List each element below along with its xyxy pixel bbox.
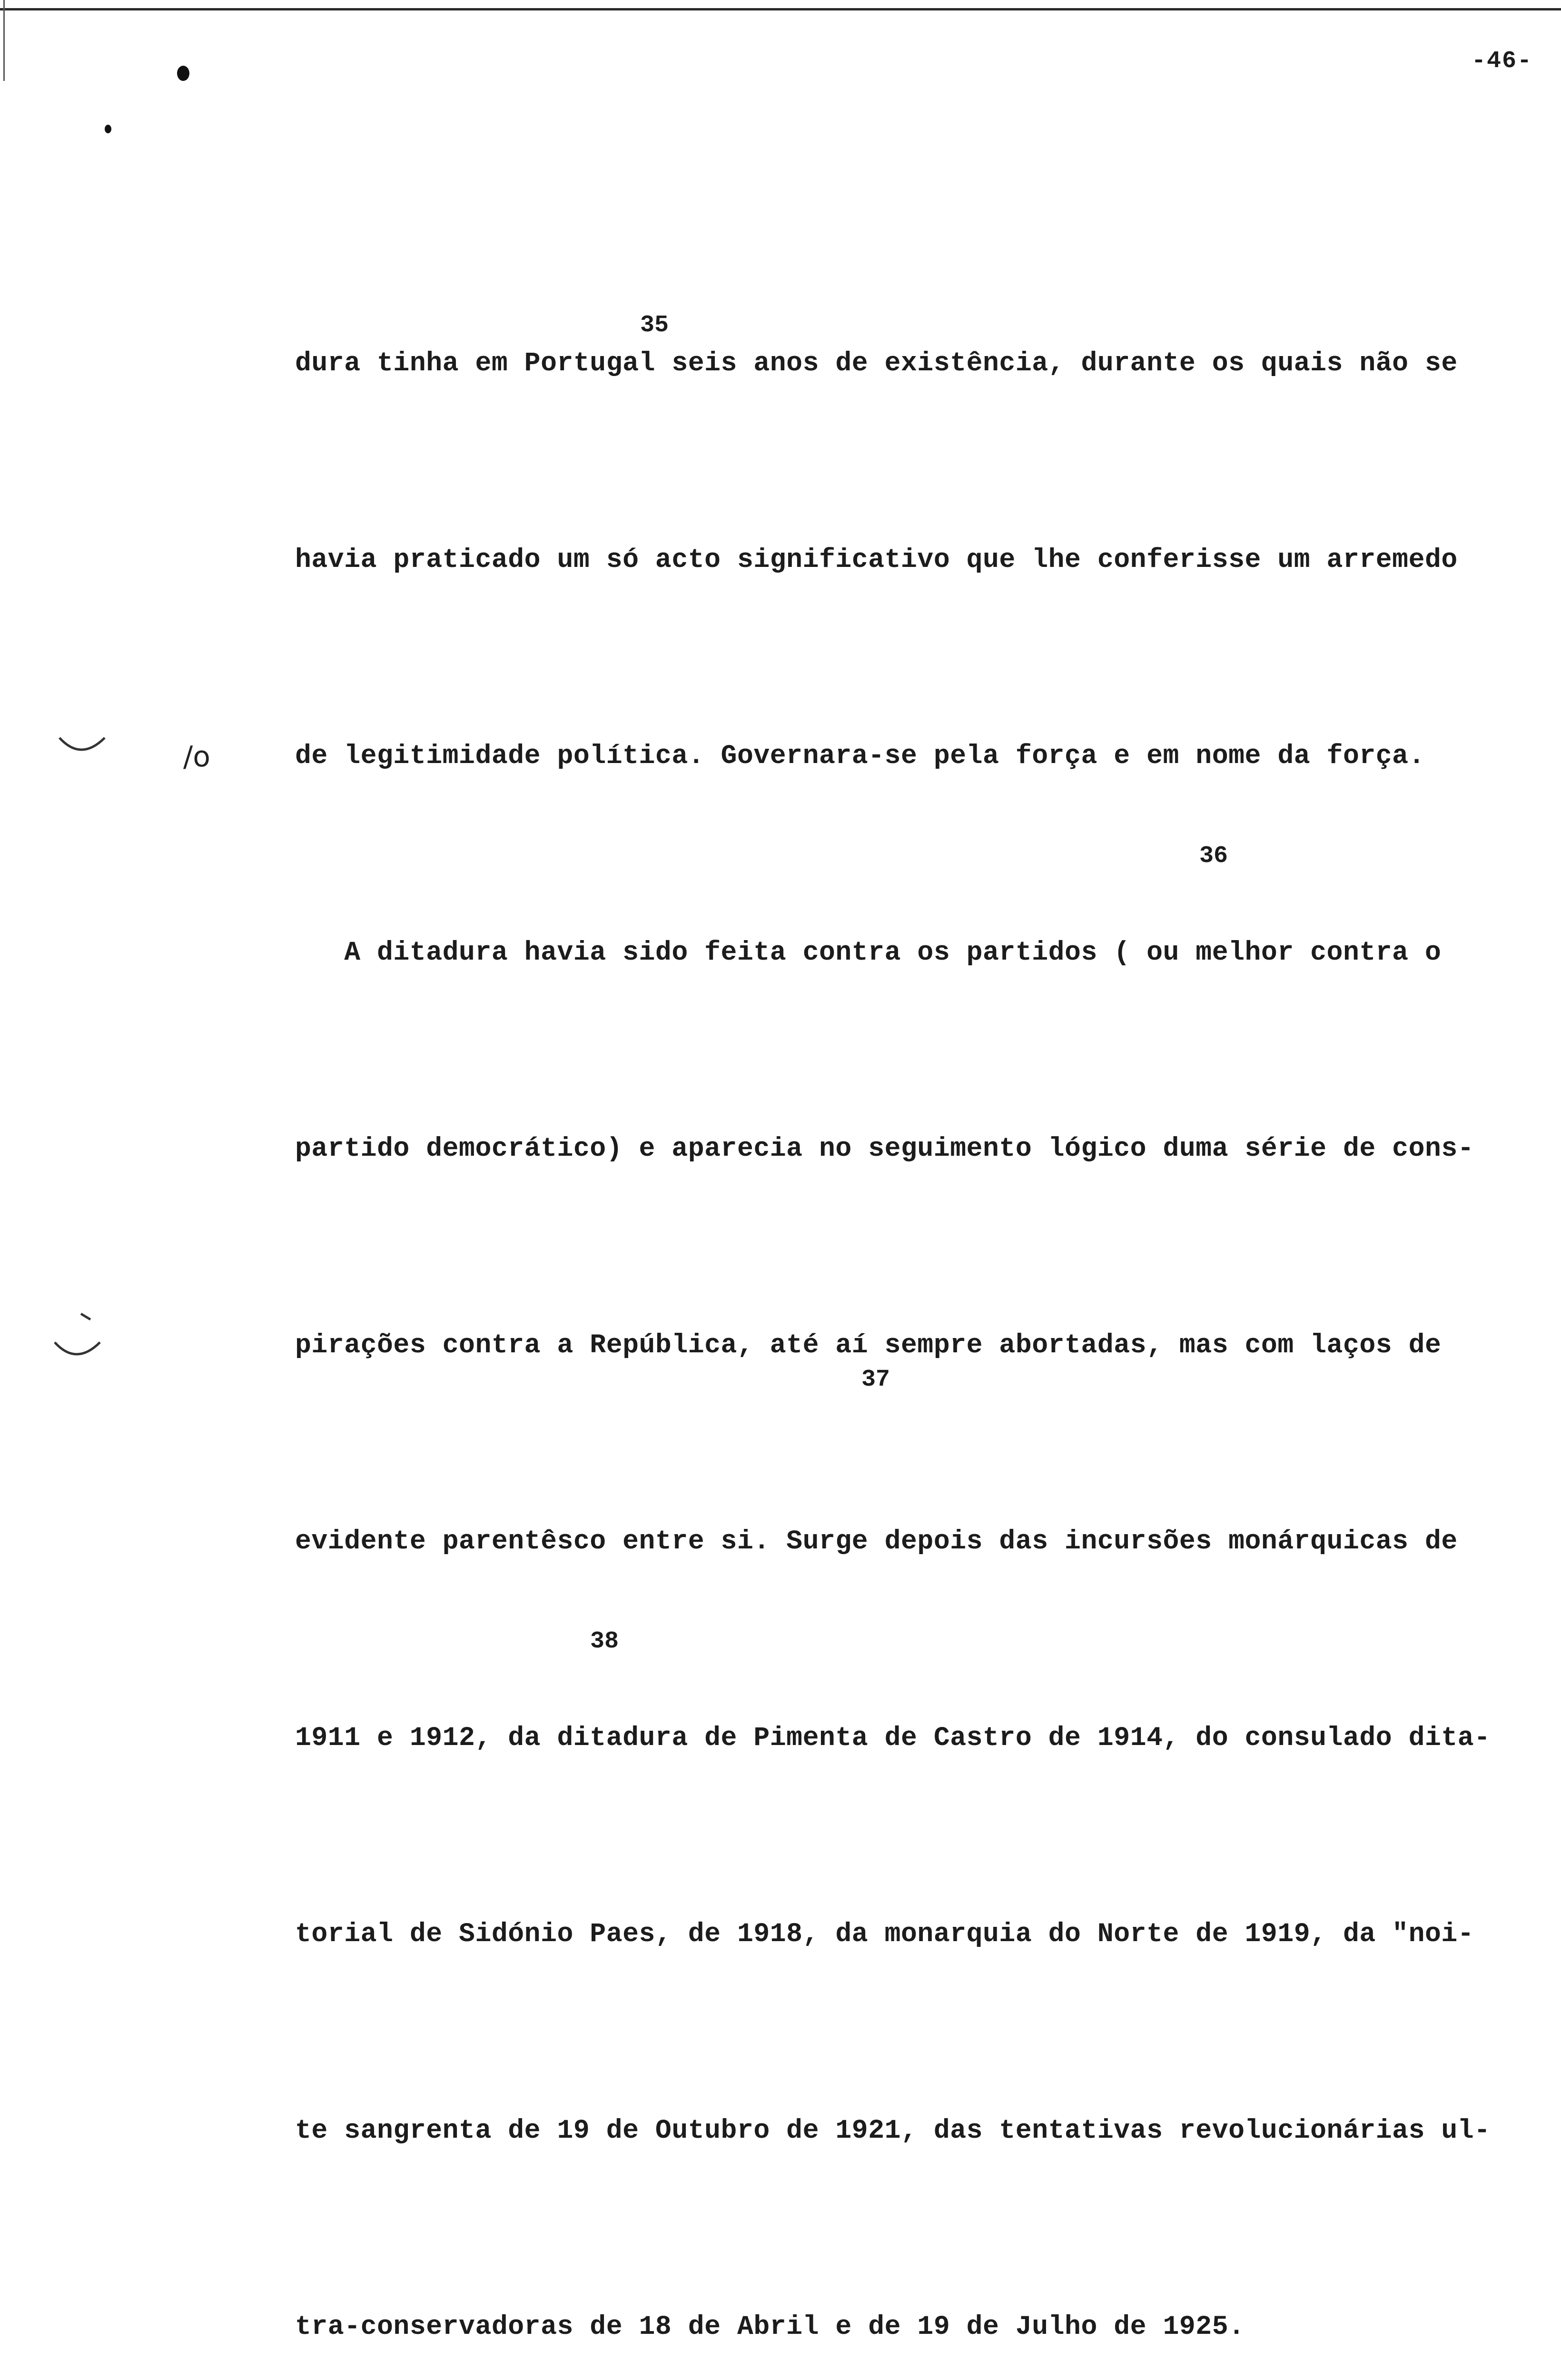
page-number: -46- [1471, 48, 1532, 75]
footnote-marker: 36 [1199, 843, 1228, 870]
text-line: partido democrático) e aparecia no seguimento lógico duma série de cons- [295, 1133, 1474, 1164]
margin-check-mark [57, 728, 109, 762]
document-body [295, 200, 1491, 2380]
text-line: te sangrenta de 19 de Outubro de 1921, das tentativas revolucionárias ul- [295, 2115, 1491, 2146]
footnote-marker: 35 [640, 312, 669, 339]
punch-hole-mark [177, 66, 189, 81]
text-line: de legitimidade política. Governara-se pela força e em nome da força. [295, 741, 1425, 771]
text-line: dura tinha em Portugal seis anos de existência, durante os quais não se [295, 348, 1458, 378]
page-top-edge [0, 0, 1561, 10]
footnote-marker: 38 [590, 1628, 619, 1655]
text-line: evidente parentêsco entre si. Surge depois das incursões monárquicas de [295, 1526, 1458, 1557]
margin-annotation: /o [183, 740, 210, 774]
footnote-marker: 37 [861, 1366, 890, 1393]
text-line: havia praticado um só acto significativo que lhe conferisse um arremedo [295, 544, 1458, 575]
margin-check-mark [52, 1309, 105, 1371]
text-line: pirações contra a República, até aí sempre abortadas, mas com laços de [295, 1329, 1442, 1360]
text-line: A ditadura havia sido feita contra os partidos ( ou melhor contra o [295, 937, 1442, 968]
page-left-edge [0, 0, 5, 81]
text-line: 1911 e 1912, da ditadura de Pimenta de Castro de 1914, do consulado dita- [295, 1722, 1491, 1753]
punch-hole-mark [105, 125, 111, 133]
text-line: tra-conservadoras de 18 de Abril e de 19 de Julho de 1925. [295, 2311, 1245, 2342]
text-line: torial de Sidónio Paes, de 1918, da monarquia do Norte de 1919, da "noi- [295, 1919, 1474, 1949]
